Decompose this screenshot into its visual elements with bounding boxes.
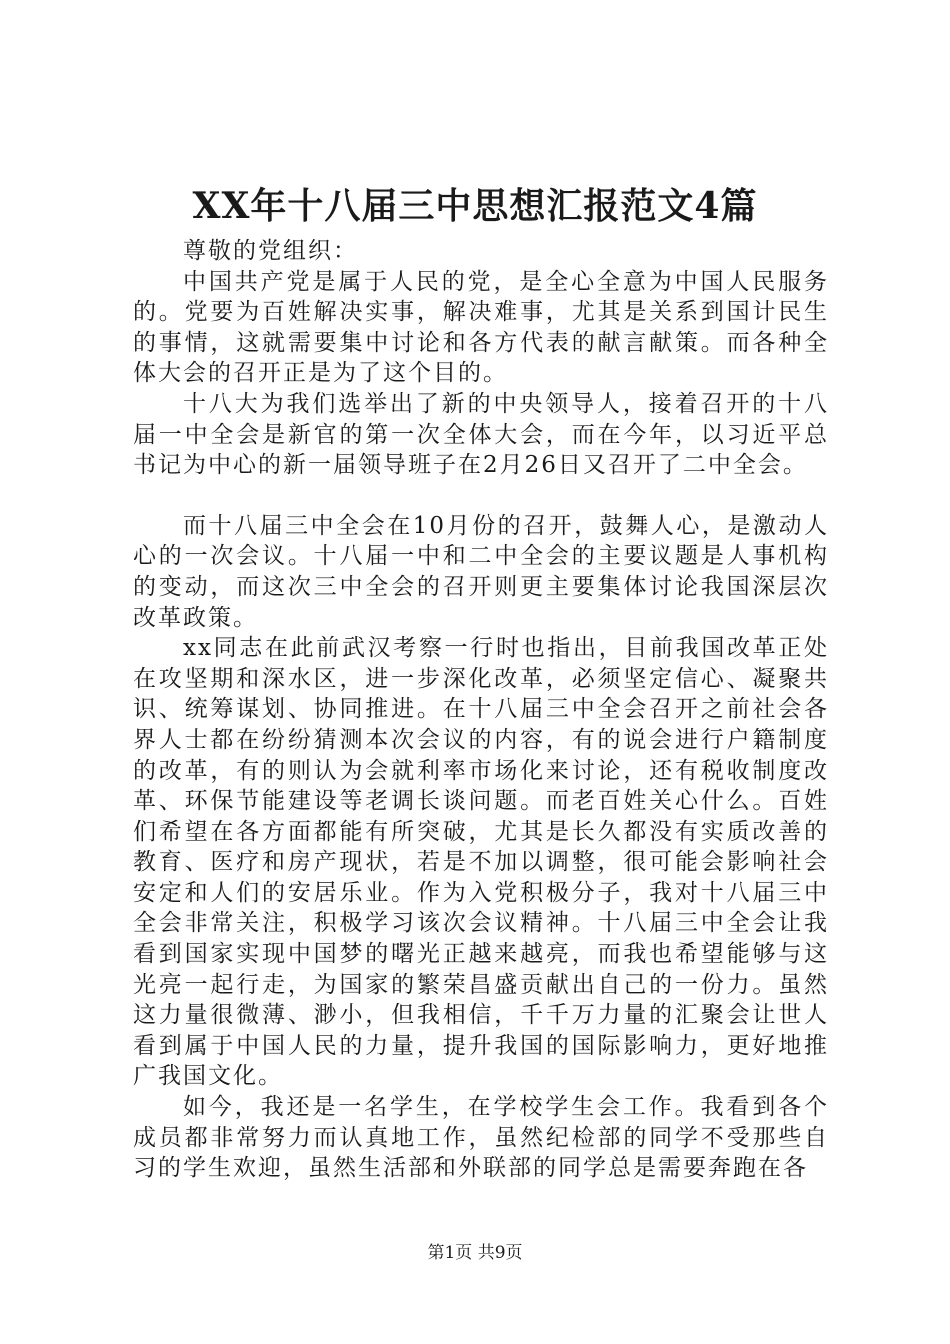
page-number: 第1页 共9页 <box>427 1243 523 1263</box>
paragraph: 如今，我还是一名学生，在学校学生会工作。我看到各个成员都非常努力而认真地工作，虽然纪检部的同学不受那些自习的学生欢迎，虽然生活部和外联部的同学总是需要奔跑在各 <box>133 1094 829 1182</box>
paragraph: 中国共产党是属于人民的党，是全心全意为中国人民服务的。党要为百姓解决实事，解决难事，尤其是关系到国计民生的事情，这就需要集中讨论和各方代表的献言献策。而各种全体大会的召开正是为了这个目的。 <box>133 268 829 387</box>
salutation: 尊敬的党组织： <box>183 238 358 264</box>
document-body <box>133 236 829 1184</box>
paragraph: 而十八届三中全会在10月份的召开，鼓舞人心，是激动人心的一次会议。十八届一中和二中全会的主要议题是人事机构的变动，而这次三中全会的召开则更主要集体讨论我国深层次改革政策。 <box>133 512 829 631</box>
document-title: XX年十八届三中思想汇报范文4篇 <box>192 185 758 227</box>
paragraph: xx同志在此前武汉考察一行时也指出，目前我国改革正处在攻坚期和深水区，进一步深化改革，必须坚定信心、凝聚共识、统筹谋划、协同推进。在十八届三中全会召开之前社会各界人士都在纷纷猜测本次会议的内容，有的说会进行户籍制度的改革，有的则认为会就利率市场化来讨论，还有税收制度改革、环保节能建设等老调长谈问题。而老百姓关心什么。百姓们希望在各方面都能有所突破，尤其是长久都没有实质改善的教育、医疗和房产现状，若是不加以调整，很可能会影响社会安定和人们的安居乐业。作为入党积极分子，我对十八届三中全会非常关注，积极学习该次会议精神。十八届三中全会让我看到国家实现中国梦的曙光正越来越亮，而我也希望能够与这光亮一起行走，为国家的繁荣昌盛贡献出自己的一份力。虽然这力量很微薄、渺小，但我相信，千千万力量的汇聚会让世人看到属于中国人民的力量，提升我国的国际影响力，更好地推广我国文化。 <box>133 635 829 1090</box>
paragraph: 十八大为我们选举出了新的中央领导人，接着召开的十八届一中全会是新官的第一次全体大会，而在今年，以习近平总书记为中心的新一届领导班子在2月26日又召开了二中全会。 <box>133 390 829 479</box>
